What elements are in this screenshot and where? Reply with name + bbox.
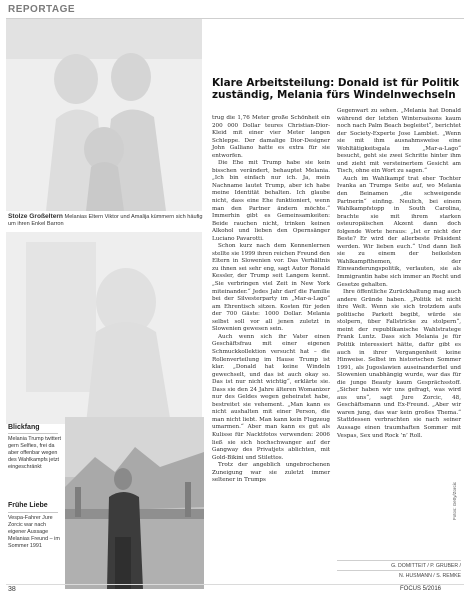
sidebar-fruehe-text: Vespa-Fahrer Jure Zorcic war nach eigener Aussage Melanias Freund – im Sommer 1991 (8, 515, 60, 549)
article-column-1 (212, 115, 330, 485)
sidebar-fruehe-title: Frühe Liebe (8, 502, 48, 509)
author-credit-line: N. HUSMANN / S. REMKE (337, 570, 461, 580)
photo-zorcic-image (65, 417, 204, 589)
col1-paragraph: Schon kurz nach dem Kennenlernen stellte sie 1999 ihren reichen Freund den Eltern in Slowenien vor. Das Verhältnis zu ihnen sei sehr eng, sagt Autor Ronald Kessler, der Trump seit Langem kennt. „Sie verbringen viel Zeit in New York miteinander.“ Jedes Jahr darf die Familie bei der Silvesterparty im „Mar-a-Lago“ am Ehrentisch sitzen. Kosten für jeden der 700 Gäste: 1000 Dollar. Melania selbst soll vor all jenen zuletzt in Slowenien gewesen sein. (212, 243, 330, 333)
col2-paragraph: Ihre öffentliche Zurückhaltung mag auch andere Gründe haben. „Politik ist nicht ihre Welt. Wenn sie sich trotzdem aufs politische Parkett begibt, würde sie stolpern, über Fallstricke zu stolpern“, meint der republikanische Wahlstratege Frank Luntz. Dass sich Melania je für Politik interessiert hätte, dafür gibt es auch in ihrer Vergangenheit keine Hinweise. Selbst im historischen Sommer 1991, als Jugoslawien auseinanderfiel und Slowenien unabhängig wurde, war das für die junge Beauty kaum Gesprächsstoff. „Sicher haben wir uns gefragt, was wird aus uns“, sagt Jure Zorcic, 48, Geschäftsmann und Ex-Freund. „Aber wir waren jung, das war kein großes Thema.“ Stattdessen verbrachten sie nach seiner Aussage einen traumhaften Sommer mit Vespas, Sex und Rock ’n’ Roll. (337, 289, 461, 439)
caption-grandparents-title: Stolze Großeltern (8, 213, 63, 220)
photo-grandparents (6, 19, 202, 211)
footer-rule (6, 584, 464, 585)
headline: Klare Arbeitsteilung: Donald ist für Politik zuständig, Melania fürs Windelnwechseln (212, 77, 460, 102)
author-credits (337, 560, 461, 580)
col1-paragraph: trug die 1,76 Meter große Schönheit ein 200 000 Dollar teures Christian-Dior-Kleid mit einer vier Meter langen Schleppe. Der damalige Dior-Designer John Galliano hatte es extra für sie entworfen. (212, 115, 330, 159)
sidebar-blickfang-title: Blickfang (8, 424, 40, 431)
photo-credit: Fotos: Getty/Zorcic (452, 481, 457, 520)
page-number: 38 (8, 586, 16, 593)
author-credit-line: G. DOMITTEIT / P. GRUBER / (337, 560, 461, 570)
sidebar-blickfang-text: Melania Trump twittert gern Selfies, frei da aber offenbar wegen des Wahlkampfs jetzt eingeschränkt (8, 436, 62, 470)
photo-selfie-image (6, 232, 202, 424)
photo-zorcic (65, 417, 204, 589)
col1-paragraph: Trotz der angeblich ungebrochenen Zuneigung war sie zuletzt immer seltener in Trumps (212, 462, 330, 484)
article-column-2 (337, 108, 461, 440)
photo-grandparents-image (6, 19, 202, 211)
sidebar-blickfang-rule (8, 433, 58, 434)
sidebar-fruehe-rule (8, 512, 58, 513)
section-label: REPORTAGE (8, 4, 76, 15)
col2-paragraph: Gegenwart zu sehen. „Melania hat Donald während der letzten Wintersaisons kaum noch nach Palm Beach begleitet“, berichtet der Society-Experte Jose Lambiet. „Wenn sie mit ihm ausnahmsweise eine Wohltätigkeitsgala im „Mar-a-Lago“ besucht, geht sie zwei Schritte hinter ihm und zieht mit versteinertem Gesicht am Tisch, ohne ein Wort zu sagen.“ (337, 108, 461, 175)
caption-grandparents (8, 213, 204, 228)
col1-paragraph: Auch wenn sich ihr Vater einen Geschäftsfrau mit einer eigenen Schmuckkollektion versucht hat – die Rollenverteilung im Hause Trump ist klar. „Donald hat keine Windeln gewechselt, und das ist auch okay so. Das ist nur nicht wichtig“, erklärte sie. Dass sie den 24 Jahre älteren Womanizer nur des Geldes wegen geheiratet habe, bestreitet sie vehement. „Man kann es nicht aushalten mit einer Person, die man nicht liebt. Man kann kein Flugzeug umarmen.“ Aber man kann es gut als Kulisse für Nacktfotos verwenden: 2006 ließ sie sich hochschwanger auf der Gangway des Privatjets ablichten, mit Gold-Bikini und Stilettos. (212, 333, 330, 461)
caption-grandparents-text: Melanias Eltern Viktor und Amalija kümmern sich häufig um ihren Enkel Barron (8, 214, 203, 228)
col2-paragraph: Auch im Wahlkampf trat eher Tochter Ivanka an Trumps Seite auf, wo Melania den Beinamen „die schweigende Partnerin“ einfing. Neulich, bei einem Wahlkampfstopp in South Carolina, brachte sie mit ihrem starken osteuropäischen Akzent dann doch folgende Worte heraus: „Ist er nicht der Beste? Er wird der allerbeste Präsident werden. Wir lieben euch.“ Und dann ließ sie zu einem der heikelsten Wahlkampfthemen, der Einwanderungspolitik, verlauten, sie als Immigrantin habe sich immer an Recht und Gesetze gehalten. (337, 175, 461, 288)
photo-selfie (6, 232, 202, 424)
magazine-issue: FOCUS 5/2016 (400, 586, 442, 592)
col1-paragraph: Die Ehe mit Trump habe sie kein bisschen verändert, behauptet Melania. „Ich bin einfach nur ich. Ja, mein Nachname lautet Trump, aber ich habe meine Identität behalten. Ich glaube nicht, dass eine Ehe funktioniert, wenn man den Partner ändern möchte.“ Immerhin gibt es Gemeinsamkeiten: Beide rauchen nicht, trinken keinen Alkohol und lieben den Opernsänger Luciano Pavarotti. (212, 160, 330, 242)
